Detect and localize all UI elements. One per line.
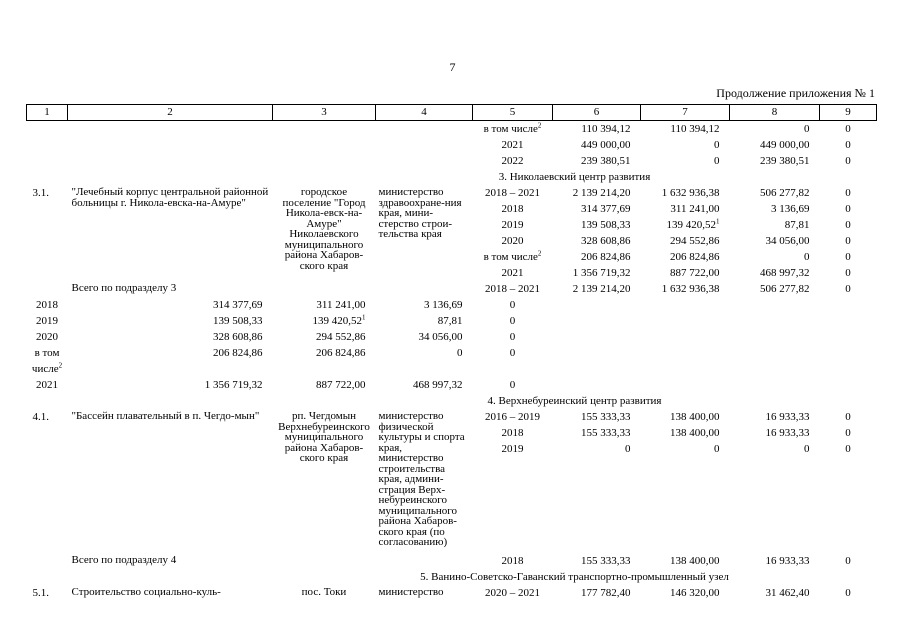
year-cell <box>473 233 553 249</box>
year-text: в том числе <box>31 347 60 375</box>
header-cell: 8 <box>730 105 820 121</box>
year-cell <box>27 377 68 393</box>
cell-empty <box>68 121 273 138</box>
year-cell <box>27 345 68 377</box>
table-row <box>27 297 877 313</box>
regional-amount: 16 933,33 <box>765 427 810 439</box>
table-row <box>27 409 877 425</box>
federal-amount <box>641 121 730 138</box>
year-text: 2021 <box>501 139 524 151</box>
year-cell <box>27 329 68 345</box>
year-cell <box>473 281 553 297</box>
federal-value: 294 552,86 <box>316 331 366 343</box>
other-amount: 0 <box>845 283 851 295</box>
object-name: "Лечебный корпус центральной районной больницы г. Никола-евска-на-Амуре" <box>71 186 269 209</box>
regional-amount: 34 056,00 <box>765 235 810 247</box>
federal-value: 138 400,00 <box>670 427 720 439</box>
total-amount: 155 333,33 <box>581 555 631 567</box>
year-text: 2016 – 2019 <box>485 411 540 423</box>
federal-amount <box>641 137 730 153</box>
total-amount: 314 377,69 <box>213 299 263 311</box>
cell-empty <box>68 393 273 409</box>
table-header <box>27 105 877 121</box>
year-cell <box>473 137 553 153</box>
regional-amount: 468 997,32 <box>760 267 810 279</box>
cell-empty <box>273 121 376 138</box>
cell-empty <box>27 553 68 569</box>
total-amount: 206 824,86 <box>213 347 263 359</box>
regional-amount: 3 136,69 <box>771 203 810 215</box>
total-amount: 2 139 214,20 <box>572 283 631 295</box>
cell-empty <box>68 153 273 169</box>
federal-amount <box>641 185 730 201</box>
federal-amount <box>641 217 730 233</box>
year-text: в том числе <box>483 123 538 135</box>
federal-value: 887 722,00 <box>316 379 366 391</box>
cell-empty <box>376 137 473 153</box>
cell-empty <box>273 553 376 569</box>
federal-amount <box>273 297 376 313</box>
federal-amount <box>641 553 730 569</box>
item-number: 5.1. <box>32 587 49 599</box>
year-text: 2018 <box>501 555 524 567</box>
subtotal-label: Всего по подразделу 4 <box>71 554 177 566</box>
regional-amount: 0 <box>804 251 810 263</box>
cell-empty <box>376 121 473 138</box>
year-cell <box>27 313 68 329</box>
other-amount: 0 <box>845 267 851 279</box>
total-amount: 449 000,00 <box>581 139 631 151</box>
other-amount: 0 <box>845 555 851 567</box>
federal-amount <box>641 441 730 553</box>
cell-empty <box>27 153 68 169</box>
year-cell <box>473 441 553 553</box>
location: рп. Чегдомын Верхнебуреинского муниципального района Хабаров-ского края <box>278 410 370 464</box>
year-text: 2022 <box>501 155 524 167</box>
cell-empty <box>68 569 273 585</box>
continuation-label: Продолжение приложения № 1 <box>716 86 875 100</box>
federal-value: 1 632 936,38 <box>661 187 720 199</box>
federal-value: 206 824,86 <box>670 251 720 263</box>
total-amount: 155 333,33 <box>581 411 631 423</box>
table-row <box>27 121 877 138</box>
cell-empty <box>376 553 473 569</box>
total-amount: 1 356 719,32 <box>572 267 631 279</box>
section-title: 4. Верхнебуреинский центр развития <box>487 395 662 407</box>
federal-value: 138 400,00 <box>670 411 720 423</box>
federal-value: 294 552,86 <box>670 235 720 247</box>
cell-empty <box>273 281 376 297</box>
total-amount: 2 139 214,20 <box>572 187 631 199</box>
federal-value: 1 632 936,38 <box>661 283 720 295</box>
year-cell <box>473 409 553 425</box>
year-text: 2019 <box>501 219 524 231</box>
section-row <box>27 393 877 409</box>
federal-amount <box>641 585 730 601</box>
section-row <box>27 569 877 585</box>
year-text: в том числе <box>483 251 538 263</box>
footnote-mark: 2 <box>537 121 542 130</box>
cell-empty <box>27 281 68 297</box>
year-text: 2018 – 2021 <box>485 283 540 295</box>
object-name: Строительство социально-куль- <box>71 586 221 598</box>
table-row <box>27 553 877 569</box>
year-cell <box>473 265 553 281</box>
other-amount: 0 <box>845 251 851 263</box>
table-row <box>27 585 877 601</box>
regional-amount: 506 277,82 <box>760 187 810 199</box>
year-text: 2020 – 2021 <box>485 587 540 599</box>
other-amount: 0 <box>845 187 851 199</box>
other-amount: 0 <box>509 347 516 359</box>
cell-empty <box>68 137 273 153</box>
year-text: 2018 <box>36 299 58 311</box>
cell-empty <box>68 169 273 185</box>
year-cell <box>473 249 553 265</box>
footnote-mark: 2 <box>537 249 542 258</box>
header-cell: 4 <box>376 105 473 121</box>
cell-empty <box>273 153 376 169</box>
federal-amount <box>641 233 730 249</box>
cell-empty <box>376 153 473 169</box>
year-text: 2020 <box>36 331 58 343</box>
federal-amount <box>273 377 376 393</box>
total-amount: 110 394,12 <box>581 123 631 135</box>
total-amount: 1 356 719,32 <box>204 379 263 391</box>
responsible: министерство здравоохране-ния края, мини-стерство строи-тельства края <box>378 186 462 240</box>
footnote-mark: 1 <box>716 217 720 226</box>
federal-amount <box>641 281 730 297</box>
cell-empty <box>27 121 68 138</box>
table-row <box>27 345 877 377</box>
year-cell <box>473 201 553 217</box>
other-amount: 0 <box>845 219 851 231</box>
footnote-mark: 1 <box>362 313 366 322</box>
regional-amount: 0 <box>804 443 810 455</box>
federal-amount <box>641 425 730 441</box>
regional-amount: 0 <box>804 123 810 135</box>
responsible: министерство физической культуры и спорта края, министерство строительства края, админи-страция Верх-небуреинского муниципального района Хабаров-ского края (по согласованию) <box>378 410 465 548</box>
other-amount: 0 <box>845 587 851 599</box>
regional-amount: 31 462,40 <box>765 587 810 599</box>
regional-amount: 468 997,32 <box>413 379 463 391</box>
cell-empty <box>273 137 376 153</box>
page-number: 7 <box>449 60 456 74</box>
other-amount: 0 <box>509 379 516 391</box>
cell-empty <box>27 569 68 585</box>
year-cell <box>473 153 553 169</box>
header-cell: 7 <box>641 105 730 121</box>
federal-amount <box>641 249 730 265</box>
federal-value: 146 320,00 <box>670 587 720 599</box>
year-text: 2018 – 2021 <box>485 187 540 199</box>
federal-amount <box>641 409 730 425</box>
other-amount: 0 <box>845 155 851 167</box>
cell-empty <box>27 393 68 409</box>
year-cell <box>473 553 553 569</box>
year-text: 2020 <box>501 235 524 247</box>
subtotal-label: Всего по подразделу 3 <box>71 282 177 294</box>
location: городское поселение "Город Никола-евск-на-Амуре" Николаевского муниципального района Хабаров-ского края <box>282 186 366 272</box>
federal-value: 206 824,86 <box>316 347 366 359</box>
federal-amount <box>273 345 376 377</box>
year-text: 2021 <box>501 267 524 279</box>
federal-amount <box>641 153 730 169</box>
appendix-table <box>26 104 877 601</box>
item-number: 4.1. <box>32 411 49 423</box>
federal-value: 887 722,00 <box>670 267 720 279</box>
header-cell: 2 <box>68 105 273 121</box>
year-text: 2018 <box>501 427 524 439</box>
responsible: министерство <box>378 586 444 598</box>
regional-amount: 16 933,33 <box>765 411 810 423</box>
total-amount: 139 508,33 <box>213 315 263 327</box>
total-amount: 155 333,33 <box>581 427 631 439</box>
table-row <box>27 313 877 329</box>
federal-value: 311 241,00 <box>670 203 720 215</box>
other-amount: 0 <box>845 123 851 135</box>
other-amount: 0 <box>509 299 516 311</box>
total-amount: 139 508,33 <box>581 219 631 231</box>
year-text: 2019 <box>501 443 524 455</box>
table-row <box>27 153 877 169</box>
federal-amount <box>273 329 376 345</box>
total-amount: 177 782,40 <box>581 587 631 599</box>
federal-value: 139 420,52 <box>666 219 716 231</box>
table-row <box>27 377 877 393</box>
federal-amount <box>641 265 730 281</box>
year-cell <box>27 297 68 313</box>
regional-amount: 16 933,33 <box>765 555 810 567</box>
header-cell: 6 <box>553 105 641 121</box>
regional-amount: 0 <box>457 347 463 359</box>
total-amount: 314 377,69 <box>581 203 631 215</box>
section-title: 5. Ванино-Советско-Гаванский транспортно-промышленный узел <box>420 571 729 583</box>
federal-value: 0 <box>714 139 720 151</box>
year-cell <box>473 217 553 233</box>
regional-amount: 87,81 <box>437 315 463 327</box>
total-amount: 328 608,86 <box>213 331 263 343</box>
other-amount: 0 <box>845 235 851 247</box>
year-cell <box>473 585 553 601</box>
year-cell <box>473 121 553 138</box>
other-amount: 0 <box>509 315 516 327</box>
cell-empty <box>376 281 473 297</box>
table-row <box>27 185 877 201</box>
table-row <box>27 329 877 345</box>
year-text: 2021 <box>36 379 58 391</box>
federal-value: 110 394,12 <box>670 123 720 135</box>
regional-amount: 239 380,51 <box>760 155 810 167</box>
other-amount: 0 <box>845 411 851 423</box>
section-row <box>27 169 877 185</box>
table-row <box>27 281 877 297</box>
year-text: 2019 <box>36 315 58 327</box>
federal-value: 138 400,00 <box>670 555 720 567</box>
other-amount: 0 <box>845 443 851 455</box>
header-cell: 5 <box>473 105 553 121</box>
header-cell: 1 <box>27 105 68 121</box>
federal-value: 311 241,00 <box>316 299 366 311</box>
federal-value: 0 <box>714 443 720 455</box>
federal-amount <box>641 201 730 217</box>
total-amount: 328 608,86 <box>581 235 631 247</box>
footnote-mark: 2 <box>58 361 63 370</box>
regional-amount: 449 000,00 <box>760 139 810 151</box>
other-amount: 0 <box>509 331 516 343</box>
other-amount: 0 <box>845 139 851 151</box>
federal-value: 139 420,52 <box>312 315 362 327</box>
federal-value: 0 <box>714 155 720 167</box>
regional-amount: 34 056,00 <box>418 331 463 343</box>
regional-amount: 3 136,69 <box>424 299 463 311</box>
total-amount: 239 380,51 <box>581 155 631 167</box>
table-body <box>27 121 877 602</box>
table-row <box>27 137 877 153</box>
year-cell <box>473 185 553 201</box>
section-title: 3. Николаевский центр развития <box>498 171 651 183</box>
federal-amount <box>273 313 376 329</box>
cell-empty <box>27 137 68 153</box>
other-amount: 0 <box>845 203 851 215</box>
cell-empty <box>27 169 68 185</box>
header-cell: 3 <box>273 105 376 121</box>
location: пос. Токи <box>301 586 347 598</box>
other-amount: 0 <box>845 427 851 439</box>
object-name: "Бассейн плавательный в п. Чегдо-мын" <box>71 410 260 422</box>
regional-amount: 506 277,82 <box>760 283 810 295</box>
item-number: 3.1. <box>32 187 49 199</box>
header-cell: 9 <box>820 105 877 121</box>
year-text: 2018 <box>501 203 524 215</box>
total-amount: 0 <box>625 443 631 455</box>
total-amount: 206 824,86 <box>581 251 631 263</box>
year-cell <box>473 425 553 441</box>
regional-amount: 87,81 <box>784 219 810 231</box>
